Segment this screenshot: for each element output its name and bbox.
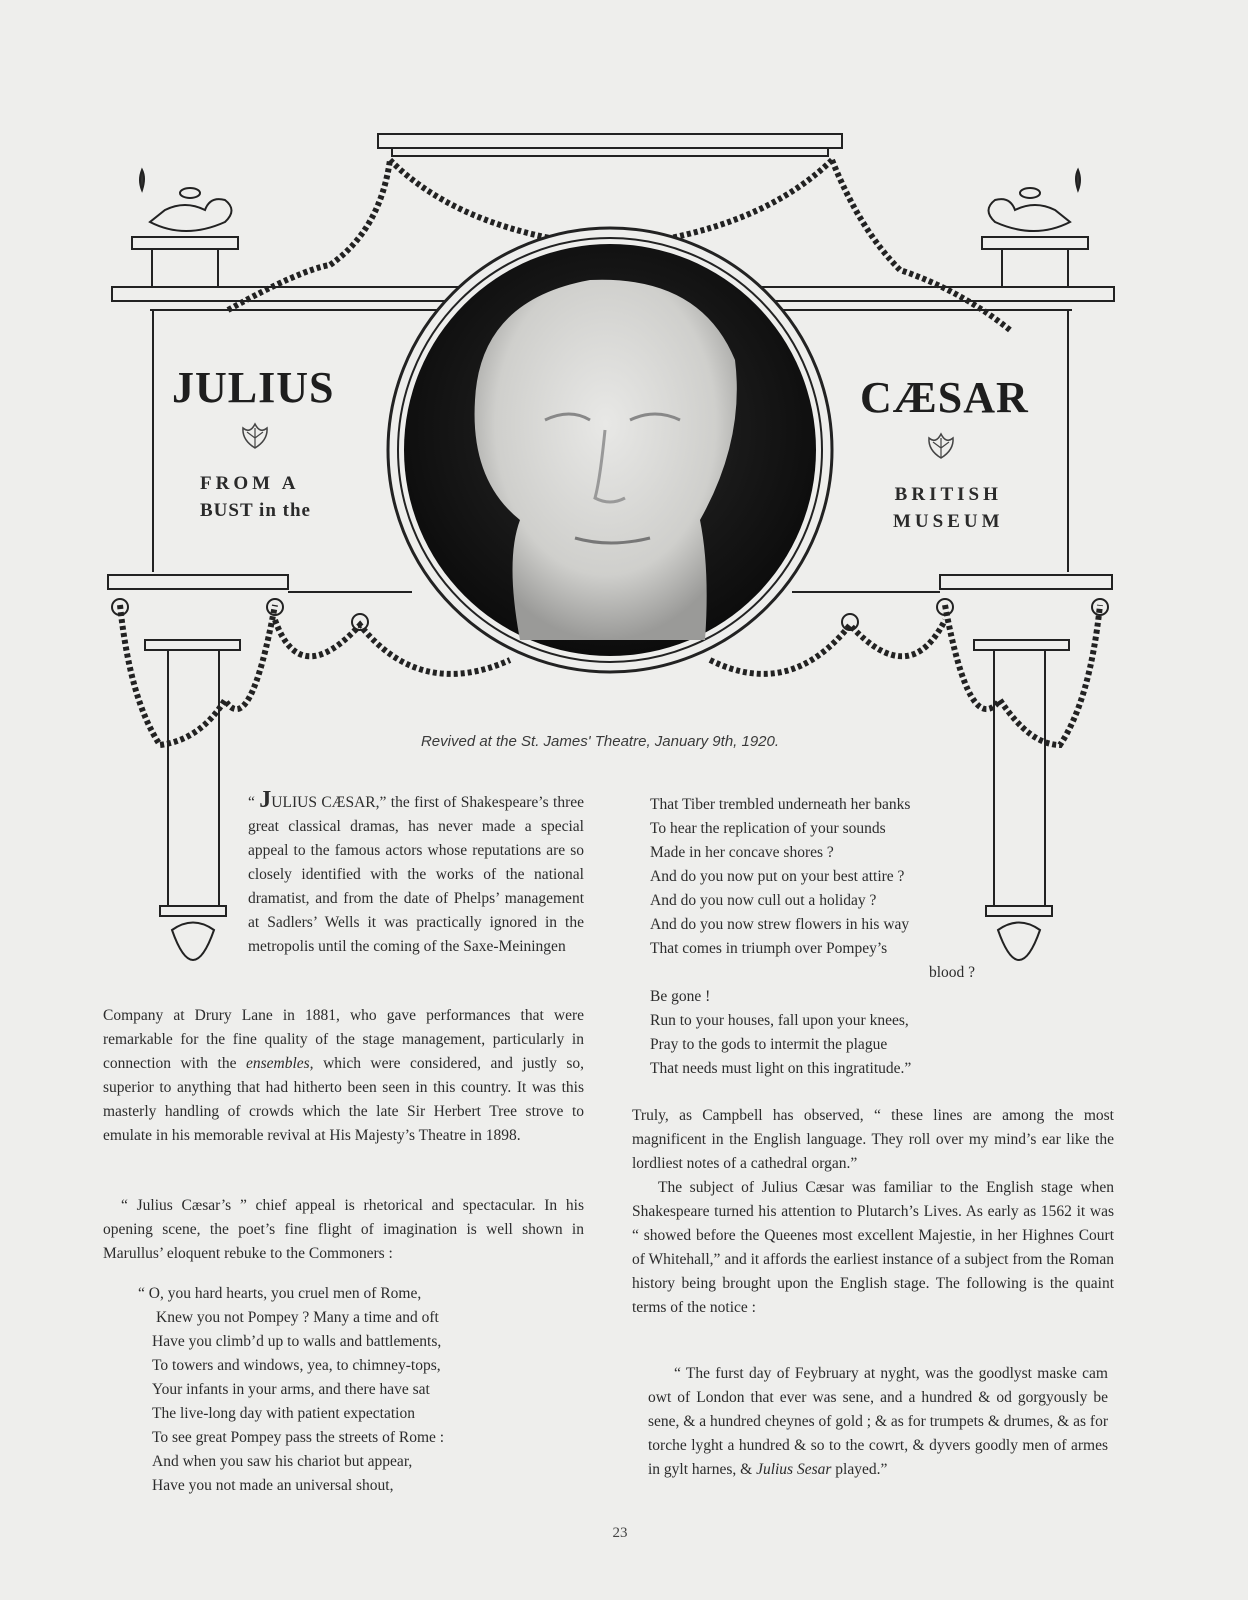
paragraph-1-part-a: Company at Drury Lane in 1881, who gave performances that were remarkable for the fine quality of the stage management, particularly in connection with the	[103, 1007, 584, 1072]
verse-line: That needs must light on this ingratitude.”	[650, 1060, 912, 1077]
notice-part-b: played.”	[835, 1461, 888, 1478]
notice-part-a: “ The furst day of Feybruary at nyght, was the goodlyst maske cam owt of London that ever was sene, and a hundred & od gorgyously be sene, & a hundred cheynes of gold ; & as for trumpets & drumes, & as for torche lyght a hundred & so to the cowrt, & dyvers goodly men of armes in gylt harnes, &	[648, 1365, 1108, 1478]
verse-line: Have you not made an universal shout,	[152, 1477, 394, 1494]
verse-line: To see great Pompey pass the streets of Rome :	[152, 1429, 445, 1446]
subtitle-right-line2: MUSEUM	[893, 511, 1004, 532]
verse-line: Be gone !	[650, 988, 711, 1005]
subtitle-right-line1: BRITISH	[894, 484, 1002, 505]
verse-line: To towers and windows, yea, to chimney-tops,	[152, 1357, 441, 1374]
verse-line: Your infants in your arms, and there have sat	[152, 1381, 430, 1398]
verse-line: blood ?	[928, 964, 975, 981]
verse-line: And when you saw his chariot but appear,	[152, 1453, 413, 1470]
verse-line: To hear the replication of your sounds	[650, 820, 886, 837]
verse-line: And do you now put on your best attire ?	[650, 868, 905, 885]
verse-line: And do you now strew flowers in his way	[650, 916, 910, 933]
notice-italic: Julius Sesar	[756, 1461, 832, 1478]
title-julius: JULIUS	[172, 363, 335, 412]
verse-line: Knew you not Pompey ? Many a time and oft	[156, 1309, 439, 1326]
leaf-ornament-icon	[240, 420, 270, 450]
marullus-speech-part-2	[650, 793, 975, 1081]
page-number: 23	[612, 1525, 628, 1541]
paragraph-1-text: ULIUS CÆSAR,” the first of Shakespeare’s three great classical dramas, has never made a special appeal to the famous actors whose reputations are so closely identified with the works of the national dramatist, and from the date of Phelps’ management at Sadlers’ Wells it was practically ignored in the metropolis until the coming of the Saxe-Meiningen	[248, 794, 584, 955]
subtitle-left-line1: FROM A	[200, 473, 300, 494]
paragraph-1-opening	[248, 788, 584, 959]
verse-line: “ O, you hard hearts, you cruel men of Rome,	[138, 1285, 422, 1302]
paragraph-1-continued	[103, 1004, 584, 1148]
caesar-bust-image	[404, 244, 816, 656]
open-quote: “	[248, 794, 260, 811]
title-caesar: CÆSAR	[860, 373, 1029, 422]
subtitle-left	[200, 470, 311, 524]
verse-line: Run to your houses, fall upon your knees,	[650, 1012, 909, 1029]
verse-line: The live-long day with patient expectation	[152, 1405, 415, 1422]
verse-line: Pray to the gods to intermit the plague	[650, 1036, 888, 1053]
leaf-ornament-icon	[926, 430, 956, 460]
subtitle-left-line2: BUST in the	[200, 500, 311, 521]
verse-line: That Tiber trembled underneath her banks	[650, 796, 911, 813]
paragraph-1-part-b: which were considered, and justly so, superior to anything that had hitherto been seen in this country. It was this masterly handling of crowds which the late Sir Herbert Tree strove to emulate in his memorable revival at His Majesty’s Theatre in 1898.	[103, 1055, 585, 1144]
quoted-notice	[648, 1362, 1108, 1482]
paragraph-1-italic: ensembles,	[245, 1055, 314, 1072]
subtitle-right	[893, 481, 1004, 535]
drop-cap: J	[259, 787, 272, 813]
verse-line: That comes in triumph over Pompey’s	[650, 940, 888, 957]
paragraph-2: “ Julius Cæsar’s ” chief appeal is rhetorical and spectacular. In his opening scene, the poet’s fine flight of imagination is well shown in Marullus’ eloquent rebuke to the Commoners :	[103, 1197, 584, 1262]
paragraph-4: The subject of Julius Cæsar was familiar to the English stage when Shakespeare turned his attention to Plutarch’s Lives. As early as 1562 it was “ showed before the Queenes most excellent Majestie, in her Highnes Court of Whitehall,” and it affords the earliest instance of a subject from the Roman history being brought upon the English stage. The following is the quaint terms of the notice :	[632, 1179, 1114, 1316]
verse-line: Made in her concave shores ?	[650, 844, 834, 861]
verse-line: And do you now cull out a holiday ?	[650, 892, 877, 909]
revival-caption: Revived at the St. James' Theatre, January 9th, 1920.	[420, 733, 780, 750]
paragraph-3: Truly, as Campbell has observed, “ these lines are among the most magnificent in the English language. They roll over my mind’s ear like the lordliest notes of a cathedral organ.”	[632, 1107, 1114, 1172]
marullus-speech-part-1	[138, 1282, 568, 1498]
verse-line: Have you climb’d up to walls and battlements,	[152, 1333, 442, 1350]
